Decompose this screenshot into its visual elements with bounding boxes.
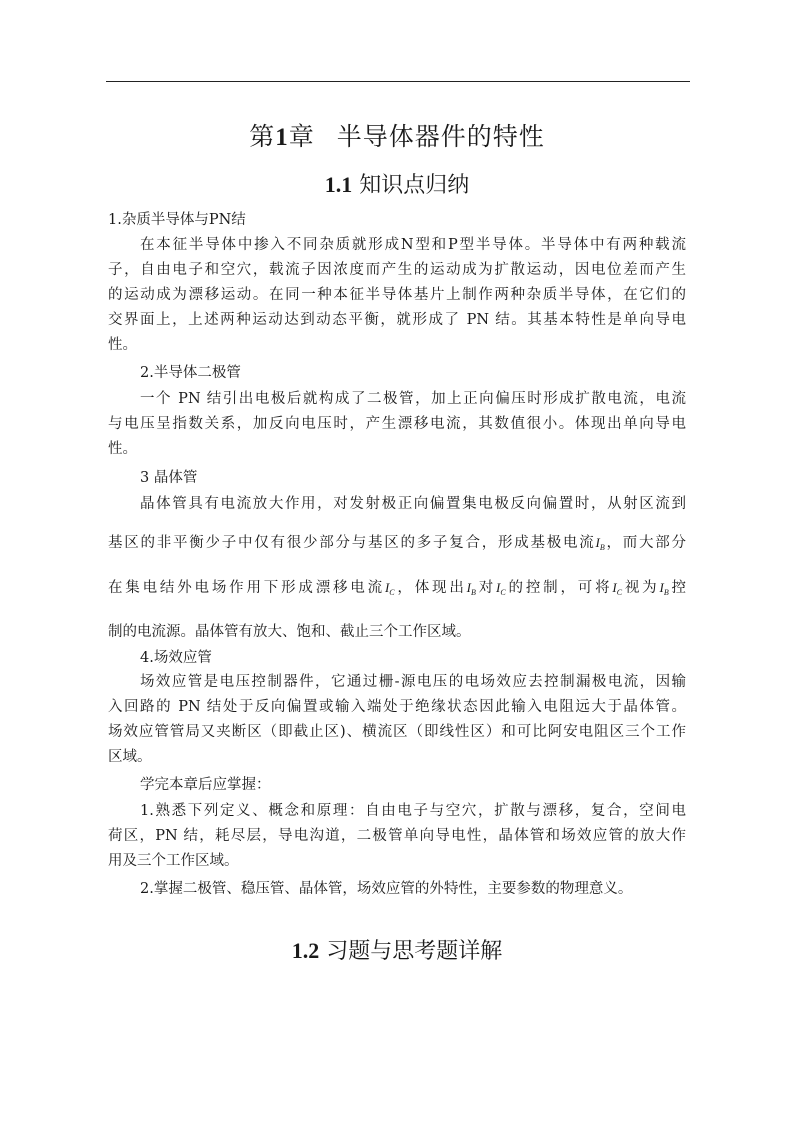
collector-current-symbol: $I_C$ (612, 580, 623, 597)
paragraph-line: 1.熟悉下列定义、概念和原理：自由电子与空穴，扩散与漂移，复合，空间电 (140, 803, 686, 819)
paragraph-line: 性。 (108, 337, 137, 353)
paragraph-line: 子，自由电子和空穴，载流子因浓度而产生的运动成为扩散运动，因电位差而产生 (108, 262, 686, 278)
paragraph-line: 交界面上，上述两种运动达到动态平衡，就形成了 PN 结。其基本特性是单向导电 (108, 312, 686, 328)
paragraph-line: 荷区，PN 结，耗尽层，导电沟道，二极管单向导电性，晶体管和场效应管的放大作 (108, 828, 686, 844)
base-current-symbol: $I_B$ (466, 580, 476, 597)
paragraph-line: 一个 PN 结引出电极后就构成了二极管，加上正向偏压时形成扩散电流，电流 (140, 391, 686, 407)
heading-fet: 4.场效应管 (140, 650, 212, 666)
paragraph-line: 与电压呈指数关系，加反向电压时，产生漂移电流，其数值很小。体现出单向导电 (108, 416, 686, 432)
chapter-title (0, 117, 794, 153)
paragraph-line: 在集电结外电场作用下形成漂移电流$I_C$，体现出$I_B$对$I_C$的控制，可将$I_C$视为$I_B$控 (108, 580, 687, 597)
collector-current-symbol: $I_C$ (384, 580, 395, 597)
paragraph-line: 在本征半导体中掺入不同杂质就形成N型和P型半导体。半导体中有两种载流 (140, 237, 686, 253)
chapter-prefix: 第 (249, 122, 276, 151)
base-current-symbol: $I_B$ (595, 535, 605, 552)
paragraph-line: 区域。 (108, 749, 152, 765)
paragraph-line: 性。 (108, 441, 137, 457)
heading-diode: 2.半导体二极管 (140, 365, 241, 381)
paragraph-line: 的运动成为漂移运动。在同一种本征半导体基片上制作两种杂质半导体，在它们的 (108, 287, 686, 303)
heading-transistor: 3 晶体管 (140, 470, 198, 486)
section-number: 1.2 (291, 938, 320, 963)
section-title (0, 934, 794, 965)
paragraph-line: 晶体管具有电流放大作用，对发射极正向偏置集电极反向偏置时，从射区流到 (140, 496, 686, 512)
paragraph-line: 制的电流源。晶体管有放大、饱和、截止三个工作区域。 (108, 624, 471, 640)
section-name: 习题与思考题详解 (326, 939, 503, 964)
section-name: 知识点归纳 (359, 173, 470, 198)
collector-current-symbol: $I_C$ (496, 580, 506, 597)
paragraph-line: 场效应管是电压控制器件，它通过栅-源电压的电场效应去控制漏极电流，因输 (140, 674, 686, 690)
paragraph-summary-intro: 学完本章后应掌握： (140, 777, 271, 793)
paragraph-line: 入回路的 PN 结处于反向偏置或输入端处于绝缘状态因此输入电阻远大于晶体管。 (108, 699, 686, 715)
chapter-name: 半导体器件的特性 (336, 122, 545, 151)
paragraph-line: 2.掌握二极管、稳压管、晶体管，场效应管的外特性，主要参数的物理意义。 (140, 881, 633, 897)
base-current-symbol: $I_B$ (659, 580, 669, 597)
paragraph-line: 场效应管管局又夹断区（即截止区)、横流区（即线性区）和可比阿安电阻区三个工作 (108, 724, 686, 740)
header-rule (106, 81, 690, 82)
paragraph-line: 基区的非平衡少子中仅有很少部分与基区的多子复合，形成基极电流$I_B$，而大部分 (108, 535, 687, 552)
section-number: 1.1 (324, 172, 353, 197)
heading-pn-junction: 1.杂质半导体与PN结 (108, 212, 246, 228)
paragraph-line: 用及三个工作区域。 (108, 853, 239, 869)
chapter-suffix: 章 (288, 122, 315, 151)
chapter-number: 1 (275, 124, 289, 151)
section-title (0, 168, 794, 199)
